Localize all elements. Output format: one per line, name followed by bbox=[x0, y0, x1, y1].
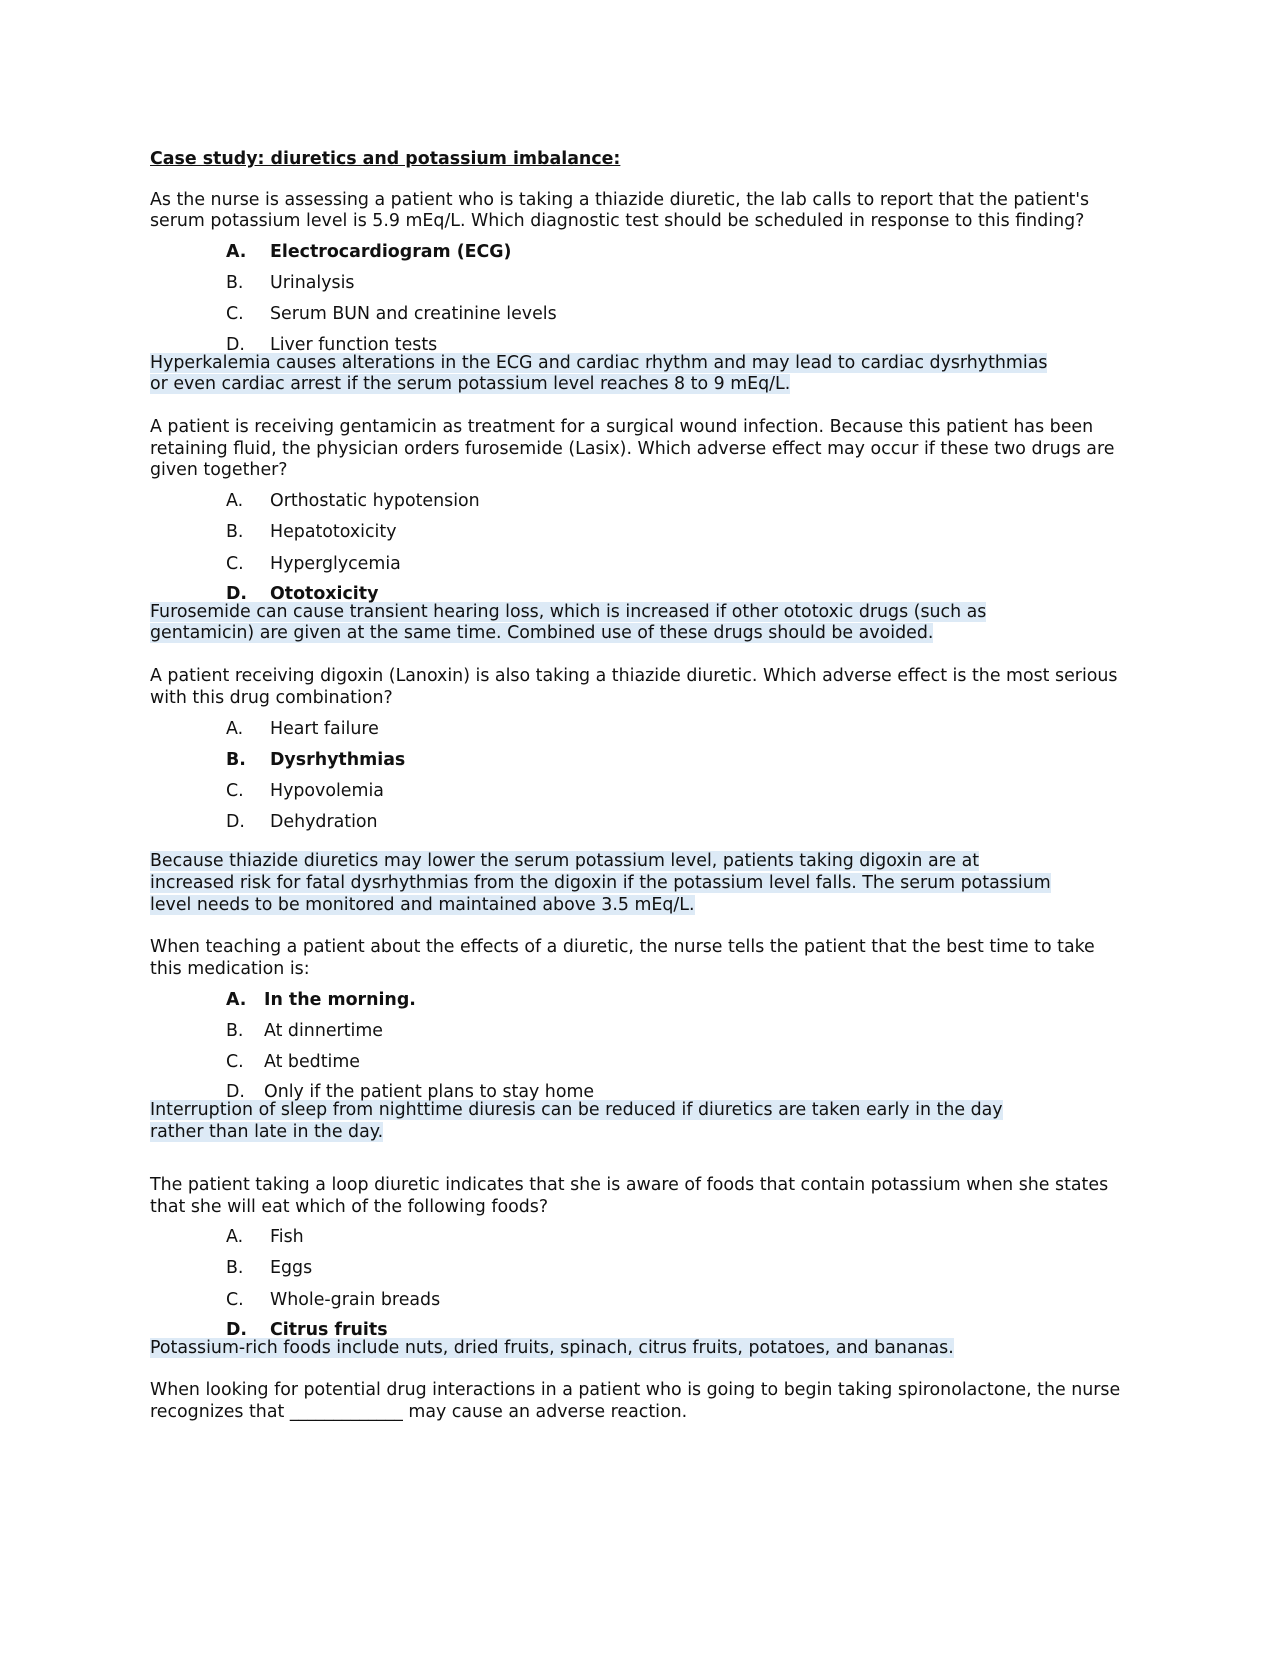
rationale-line: Hyperkalemia causes alterations in the ECG and cardiac rhythm and may lead to cardiac dysrhythmias bbox=[150, 352, 1048, 373]
rationale-line: rather than late in the day. bbox=[150, 1122, 384, 1143]
question-1-option-c: C. Serum BUN and creatinine levels bbox=[226, 304, 557, 325]
question-3-rationale bbox=[150, 851, 1130, 916]
question-6-stem: When looking for potential drug interactions in a patient who is going to begin taking spironolactone, the nurse recognizes that _____________ may cause an adverse reaction. bbox=[150, 1380, 1121, 1423]
question-3-option-d: D. Dehydration bbox=[226, 812, 378, 833]
question-1-stem: As the nurse is assessing a patient who is taking a thiazide diuretic, the lab calls to report that the patient's serum potassium level is 5.9 mEq/L. Which diagnostic test should be scheduled in response to this finding? bbox=[150, 189, 1090, 232]
question-5-rationale bbox=[150, 1338, 1130, 1360]
question-3-option-a: A. Heart failure bbox=[226, 718, 379, 739]
question-2-stem: A patient is receiving gentamicin as treatment for a surgical wound infection. Because this patient has been retaining fluid, the physician orders furosemide (Lasix). Which adverse effect may occur if these two drugs are given together? bbox=[150, 417, 1115, 481]
rationale-line: Because thiazide diuretics may lower the serum potassium level, patients taking digoxin are at bbox=[150, 851, 980, 872]
question-2-rationale bbox=[150, 602, 1130, 645]
question-5-options bbox=[150, 1222, 1130, 1338]
question-1-option-b: B. Urinalysis bbox=[226, 273, 355, 294]
rationale-line: level needs to be monitored and maintained above 3.5 mEq/L. bbox=[150, 894, 695, 915]
rationale-line: Potassium-rich foods include nuts, dried fruits, spinach, citrus fruits, potatoes, and bananas. bbox=[150, 1337, 954, 1358]
question-4-option-a: A. In the morning. bbox=[226, 989, 416, 1010]
question-5-option-d: D. Citrus fruits bbox=[226, 1319, 388, 1340]
document-title: Case study: diuretics and potassium imbalance: bbox=[150, 149, 621, 169]
question-4-stem: When teaching a patient about the effects of a diuretic, the nurse tells the patient that the best time to take this medication is: bbox=[150, 937, 1095, 980]
question-4-rationale bbox=[150, 1100, 1130, 1143]
question-3-option-c: C. Hypovolemia bbox=[226, 780, 384, 801]
question-1-option-a: A. Electrocardiogram (ECG) bbox=[226, 242, 512, 263]
question-4-options bbox=[150, 985, 1130, 1101]
rationale-line: increased risk for fatal dysrhythmias from the digoxin if the potassium level falls. The serum potassium bbox=[150, 873, 1051, 894]
question-4-option-d: D. Only if the patient plans to stay home bbox=[226, 1082, 595, 1103]
question-2-option-d: D. Ototoxicity bbox=[226, 583, 379, 604]
rationale-line: Interruption of sleep from nighttime diuresis can be reduced if diuretics are taken early in the day bbox=[150, 1100, 1003, 1121]
question-1-rationale bbox=[150, 353, 1130, 396]
document-page bbox=[150, 149, 1130, 1424]
rationale-line: Furosemide can cause transient hearing loss, which is increased if other ototoxic drugs (such as bbox=[150, 601, 987, 622]
question-2-option-c: C. Hyperglycemia bbox=[226, 553, 401, 574]
question-3-stem: A patient receiving digoxin (Lanoxin) is also taking a thiazide diuretic. Which adverse effect is the most serious with this drug combination? bbox=[150, 666, 1118, 708]
question-1-options bbox=[150, 237, 1130, 353]
question-2-option-a: A. Orthostatic hypotension bbox=[226, 491, 480, 512]
question-5-option-a: A. Fish bbox=[226, 1227, 304, 1248]
question-3-option-b: B. Dysrhythmias bbox=[226, 749, 406, 770]
question-4-option-c: C. At bedtime bbox=[226, 1052, 361, 1073]
question-5-option-b: B. Eggs bbox=[226, 1258, 313, 1279]
question-3-options bbox=[150, 714, 1130, 839]
question-4-option-b: B. At dinnertime bbox=[226, 1021, 383, 1042]
question-2-options bbox=[150, 486, 1130, 602]
question-5-stem: The patient taking a loop diuretic indicates that she is aware of foods that contain potassium when she states that she will eat which of the following foods? bbox=[150, 1174, 1109, 1217]
question-5-option-c: C. Whole-grain breads bbox=[226, 1289, 441, 1310]
question-2-option-b: B. Hepatotoxicity bbox=[226, 522, 397, 543]
question-1-option-d: D. Liver function tests bbox=[226, 334, 438, 355]
rationale-line: gentamicin) are given at the same time. Combined use of these drugs should be avoided. bbox=[150, 623, 934, 644]
rationale-line: or even cardiac arrest if the serum potassium level reaches 8 to 9 mEq/L. bbox=[150, 374, 791, 395]
